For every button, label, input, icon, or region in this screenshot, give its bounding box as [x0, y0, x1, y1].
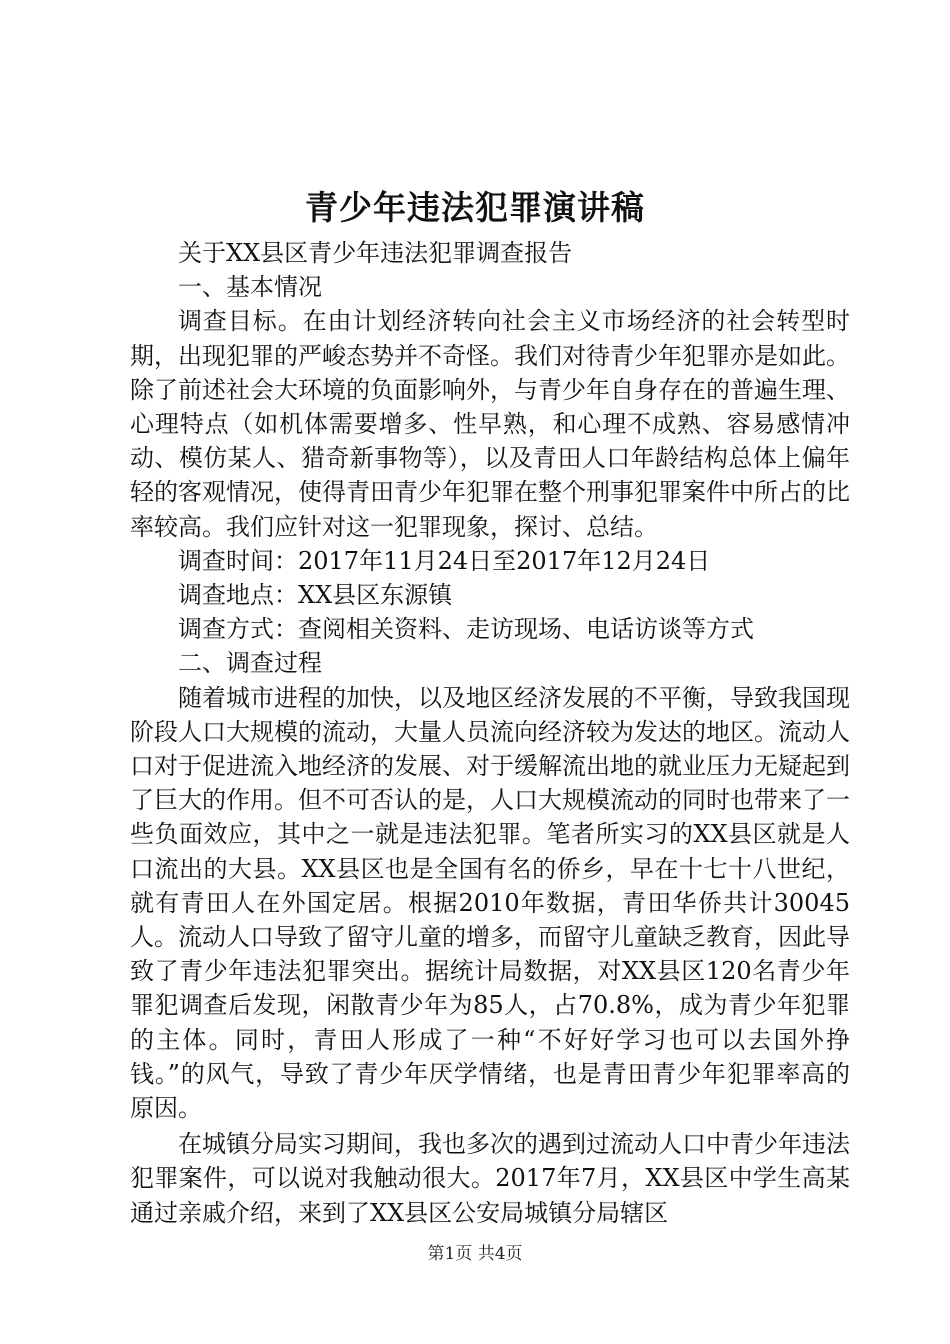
survey-location: 调查地点：XX县区东源镇	[178, 581, 453, 610]
page-number-footer: 第1页 共4页	[427, 1244, 523, 1264]
paragraph-survey-goal: 调查目标。在由计划经济转向社会主义市场经济的社会转型时期，出现犯罪的严峻态势并不奇怪。我们对待青少年犯罪亦是如此。除了前述社会大环境的负面影响外，与青少年自身存在的普遍生理、心理特点（如机体需要增多、性早熟，和心理不成熟、容易感情冲动、模仿某人、猎奇新事物等），以及青田人口年龄结构总体上偏年轻的客观情况，使得青田青少年犯罪在整个刑事犯罪案件中所占的比率较高。我们应针对这一犯罪现象，探讨、总结。	[130, 307, 850, 541]
paragraph-population-flow: 随着城市进程的加快，以及地区经济发展的不平衡，导致我国现阶段人口大规模的流动，大量人员流向经济较为发达的地区。流动人口对于促进流入地经济的发展、对于缓解流出地的就业压力无疑起到了巨大的作用。但不可否认的是，人口大规模流动的同时也带来了一些负面效应，其中之一就是违法犯罪。笔者所实习的XX县区就是人口流出的大县。XX县区也是全国有名的侨乡，早在十七十八世纪，就有青田人在外国定居。根据2010年数据，青田华侨共计30045人。流动人口导致了留守儿童的增多，而留守儿童缺乏教育，因此导致了青少年违法犯罪突出。据统计局数据，对XX县区120名青少年罪犯调查后发现，闲散青少年为85人，占70.8%，成为青少年犯罪的主体。同时，青田人形成了一种“不好好学习也可以去国外挣钱。”的风气，导致了青少年厌学情绪，也是青田青少年犯罪率高的原因。	[130, 683, 850, 1123]
section-heading-basic-info: 一、基本情况	[178, 273, 322, 302]
survey-time: 调查时间：2017年11月24日至2017年12月24日	[178, 546, 711, 575]
document-body	[130, 236, 850, 1230]
survey-method: 调查方式：查阅相关资料、走访现场、电话访谈等方式	[178, 615, 754, 644]
report-heading: 关于XX县区青少年违法犯罪调查报告	[178, 239, 573, 267]
document-title: 青少年违法犯罪演讲稿	[305, 188, 645, 227]
section-heading-survey-process: 二、调查过程	[178, 649, 322, 678]
paragraph-internship-cases: 在城镇分局实习期间，我也多次的遇到过流动人口中青少年违法犯罪案件，可以说对我触动很大。2017年7月，XX县区中学生高某通过亲戚介绍，来到了XX县区公安局城镇分局辖区	[130, 1130, 850, 1227]
